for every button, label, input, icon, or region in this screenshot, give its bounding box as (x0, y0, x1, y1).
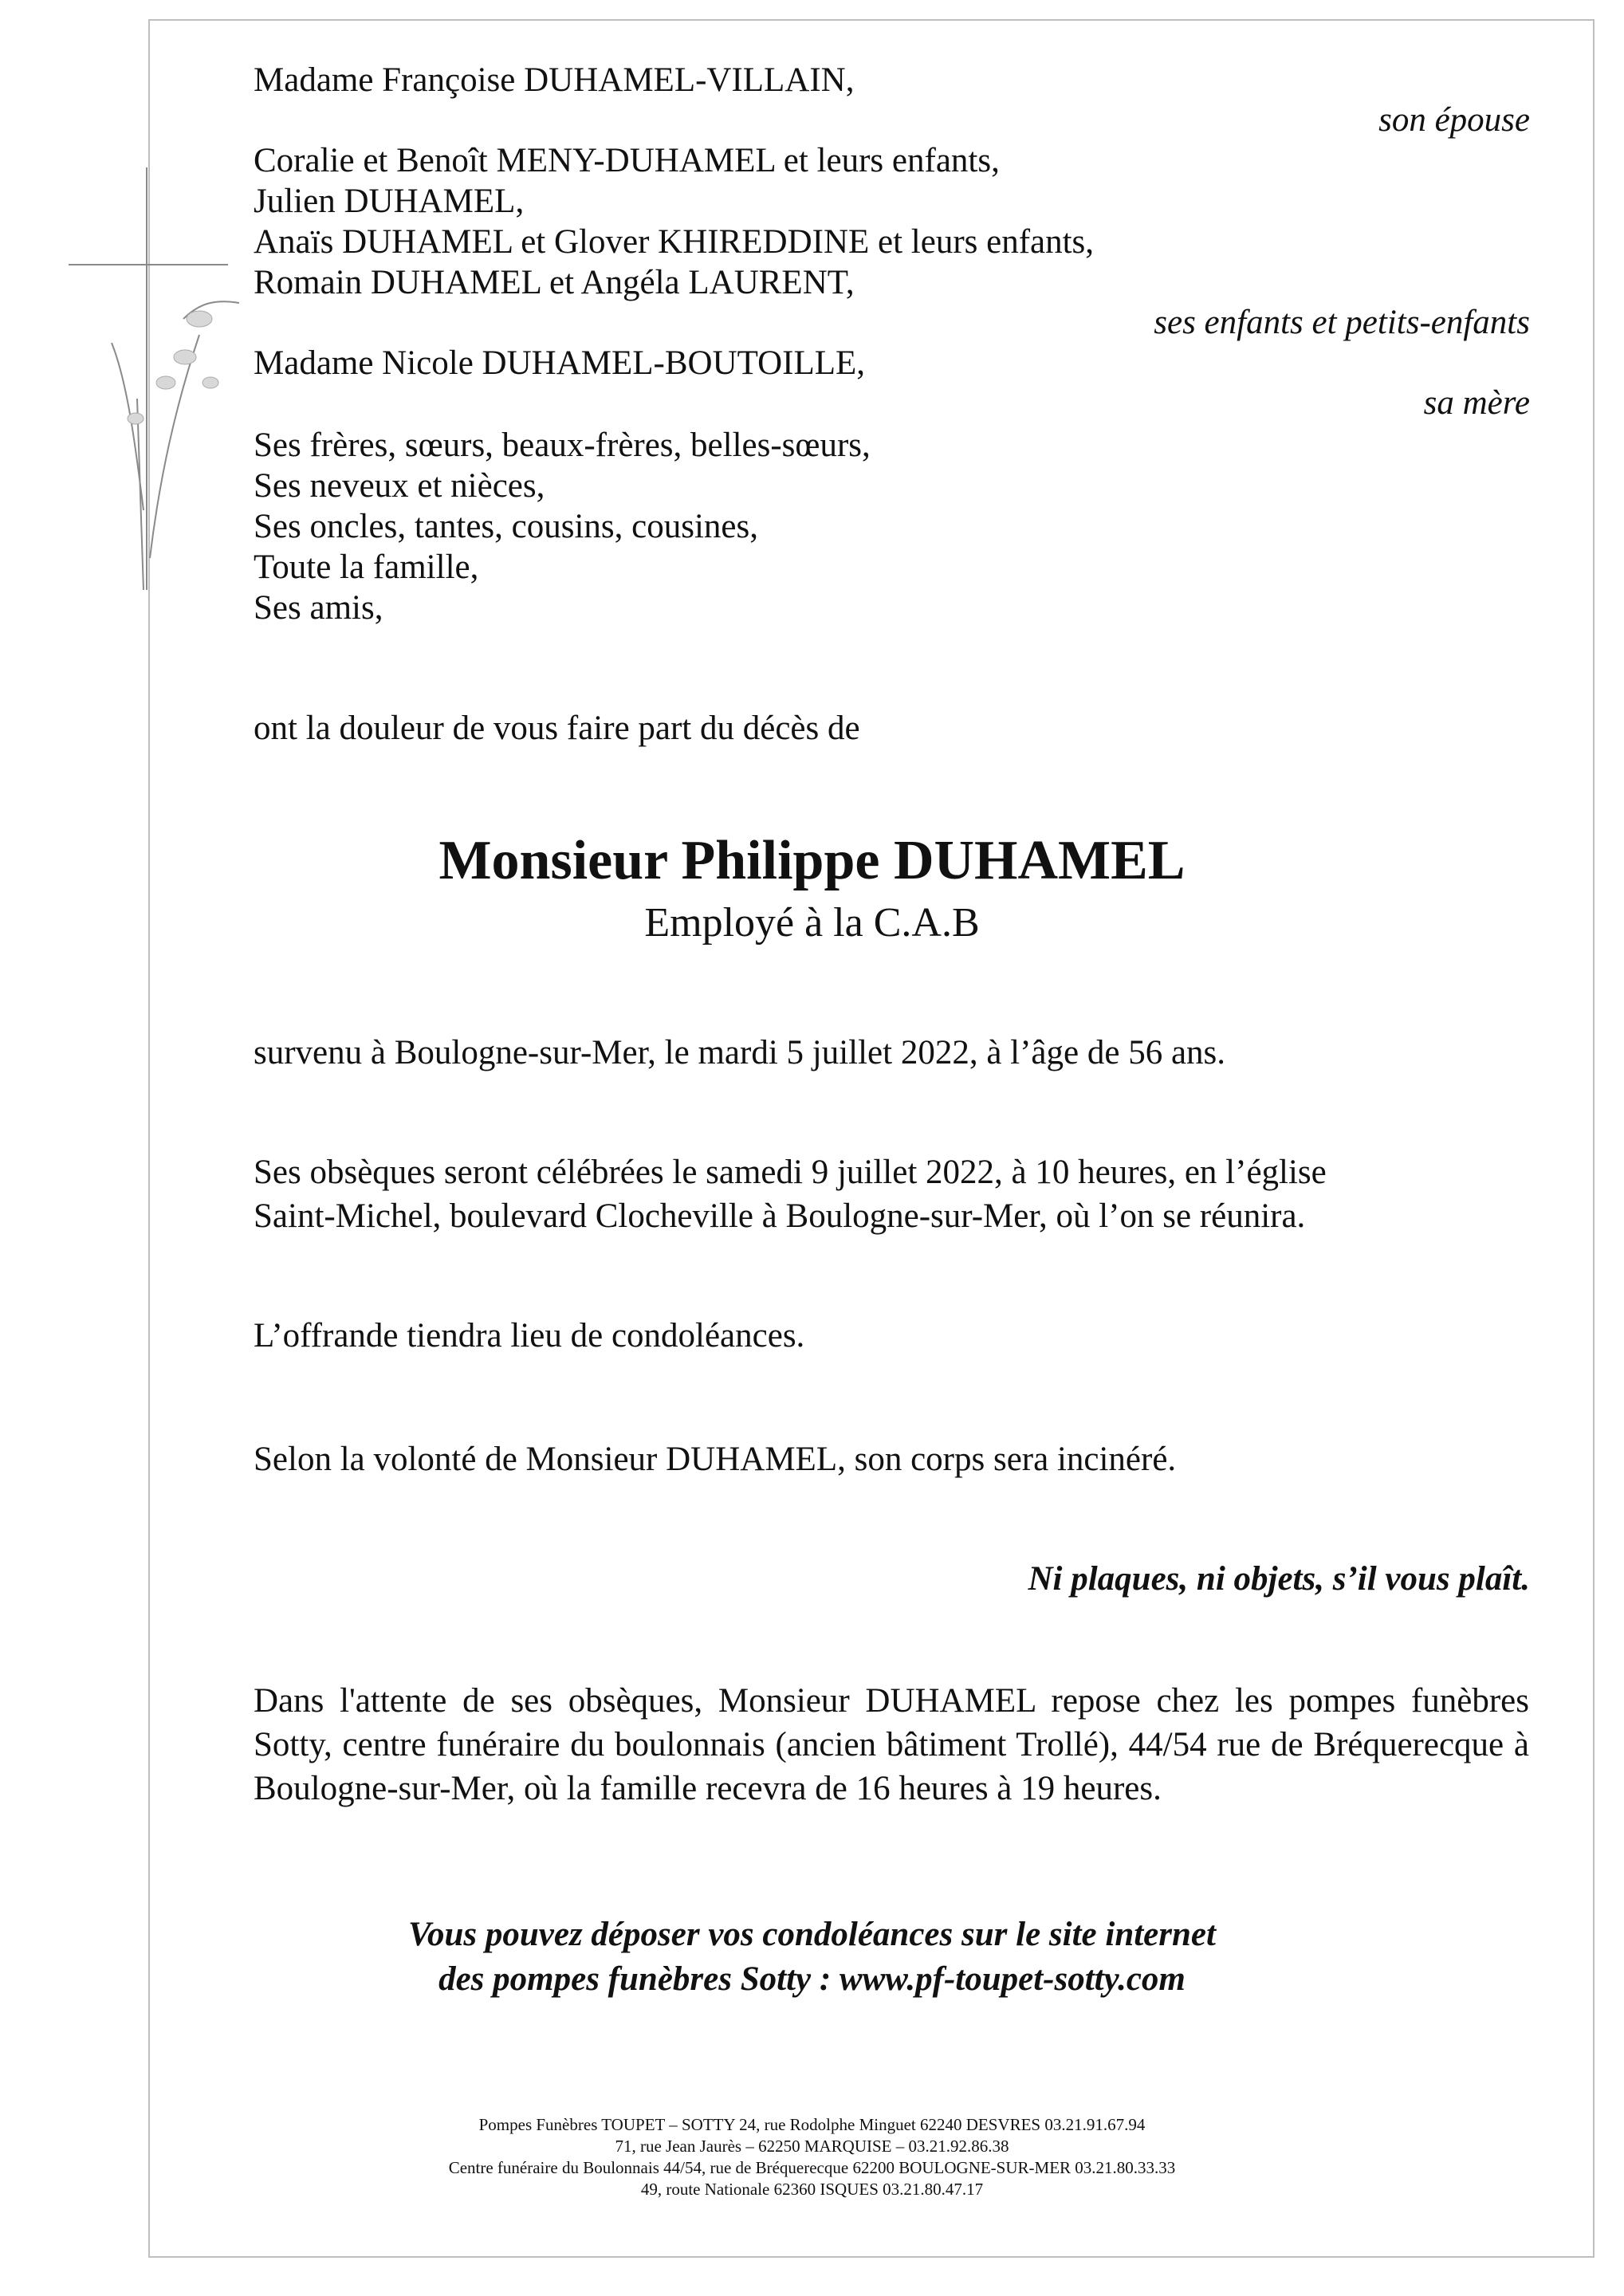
footer-line-3: Centre funéraire du Boulonnais 44/54, rue de Bréquerecque 62200 BOULOGNE-SUR-MER 03.21.80.33.33 (448, 2158, 1176, 2177)
footer-line-2: 71, rue Jean Jaurès – 62250 MARQUISE – 03.21.92.86.38 (615, 2137, 1009, 2156)
others-line-4: Toute la famille, (254, 548, 479, 586)
funeral-line-1: Ses obsèques seront célébrées le samedi 9 juillet 2022, à 10 heures, en l’église (254, 1154, 1327, 1191)
funeral-line-2: Saint-Michel, boulevard Clocheville à Boulogne-sur-Mer, où l’on se réunira. (254, 1197, 1306, 1235)
child-line-3: Anaïs DUHAMEL et Glover KHIREDDINE et leurs enfants, (254, 223, 1095, 261)
rest-notice: Dans l'attente de ses obsèques, Monsieur DUHAMEL repose chez les pompes funèbres Sotty, centre funéraire du boulonnais (ancien bâtiment Trollé), 44/54 rue de Bréquerecque à Boulogne-sur-Mer, où la famille recevra de 16 heures à 19 heures. (254, 1682, 1529, 1807)
offering-notice: L’offrande tiendra lieu de condoléances. (254, 1317, 805, 1354)
child-line-2: Julien DUHAMEL, (254, 183, 525, 220)
mother-relation: sa mère (1423, 384, 1530, 422)
others-line-2: Ses neveux et nièces, (254, 467, 545, 505)
deceased-role: Employé à la C.A.B (644, 900, 980, 946)
child-line-4: Romain DUHAMEL et Angéla LAURENT, (254, 264, 855, 301)
child-line-1: Coralie et Benoît MENY-DUHAMEL et leurs enfants, (254, 142, 1000, 179)
no-plaques-notice: Ni plaques, ni objets, s’il vous plaît. (1028, 1560, 1530, 1598)
announcement: ont la douleur de vous faire part du décès de (254, 710, 860, 747)
spouse-name: Madame Françoise DUHAMEL-VILLAIN, (254, 61, 855, 99)
funeral-home-footer (0, 2114, 1624, 2200)
others-line-3: Ses oncles, tantes, cousins, cousines, (254, 508, 758, 545)
spouse-relation: son épouse (1378, 101, 1530, 139)
mother-name: Madame Nicole DUHAMEL-BOUTOILLE, (254, 344, 866, 382)
condolences-line-1: Vous pouvez déposer vos condoléances sur le site internet (408, 1916, 1216, 1953)
children-relation: ses enfants et petits-enfants (1154, 304, 1530, 341)
deceased-name: Monsieur Philippe DUHAMEL (438, 830, 1186, 891)
death-notice: survenu à Boulogne-sur-Mer, le mardi 5 juillet 2022, à l’âge de 56 ans. (254, 1034, 1226, 1071)
footer-line-4: 49, route Nationale 62360 ISQUES 03.21.80.47.17 (640, 2180, 984, 2199)
footer-line-1: Pompes Funèbres TOUPET – SOTTY 24, rue Rodolphe Minguet 62240 DESVRES 03.21.91.67.94 (478, 2115, 1146, 2134)
cremation-notice: Selon la volonté de Monsieur DUHAMEL, son corps sera incinéré. (254, 1441, 1177, 1478)
others-line-1: Ses frères, sœurs, beaux-frères, belles-sœurs, (254, 427, 871, 464)
others-line-5: Ses amis, (254, 589, 383, 627)
cross-flower-icon (64, 144, 247, 606)
condolences-line-2: des pompes funèbres Sotty : www.pf-toupet-sotty.com (438, 1960, 1186, 1998)
